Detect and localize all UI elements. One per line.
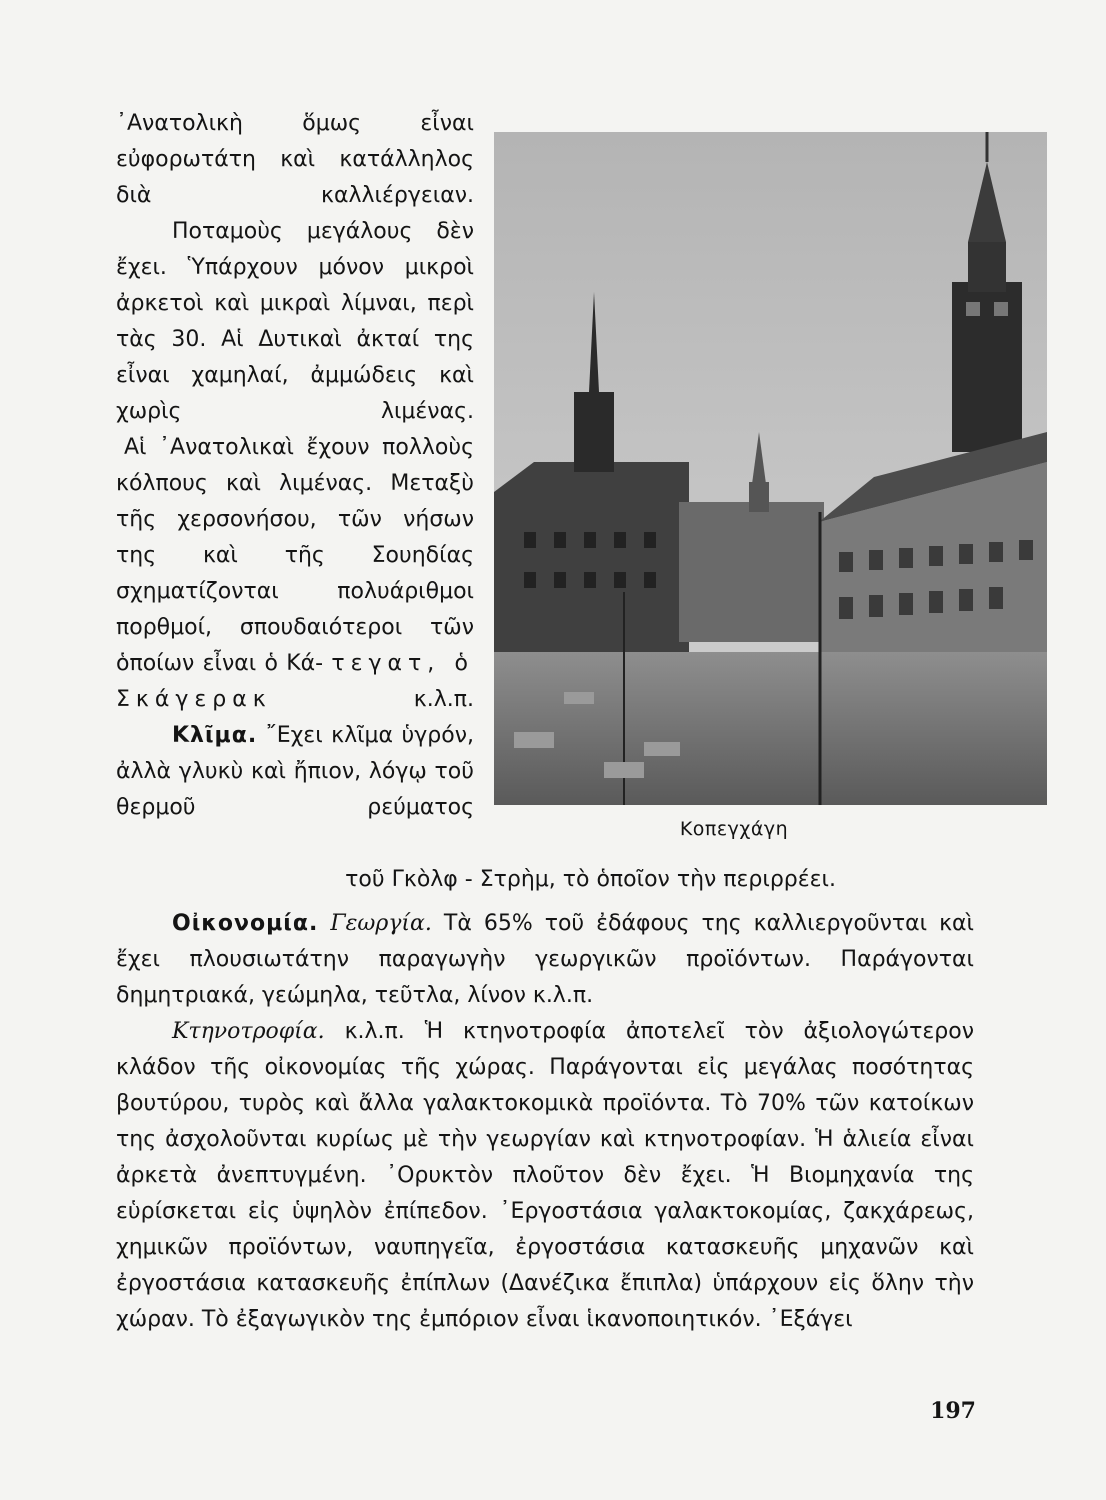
agriculture-text: Τὰ 65% τοῦ ἐδάφους της καλλιεργοῦνται καὶ ἔχει πλουσιωτάτην παραγωγὴν γεωργικῶν προϊόντων. Παράγονται δημητριακά, γεώμηλα, τεῦτλα, λίνον κ.λ.π. — [116, 911, 974, 1008]
climate-text: ῎Εχει κλῖμα ὑγρόν, ἀλλὰ γλυκὺ καὶ ἤπιον, λόγῳ τοῦ θερμοῦ ρεύματος — [116, 723, 474, 820]
paragraph-soil: ᾿Ανατολικὴ ὅμως εἶναι εὐφορωτάτη καὶ κατάλληλος διὰ καλλιέργειαν. — [116, 111, 474, 208]
economy-section — [116, 906, 974, 1338]
paragraph-rivers: Ποταμοὺς μεγάλους δὲν ἔχει. Ὑπάρχουν μόνον μικροὶ ἀρκετοὶ καὶ μικραὶ λίμναι, περὶ τὰς 30. Αἱ Δυτικαὶ ἀκταί της εἶναι χαμηλαί, ἀμμώδεις καὶ χωρὶς λιμένας. — [116, 219, 474, 424]
photo-caption: Κοπεγχάγη — [679, 818, 789, 840]
climate-heading: Κλῖμα. — [172, 723, 258, 748]
coasts-text: Αἱ ᾿Ανατολικαὶ ἔχουν πολλοὺς κόλπους καὶ λιμένας. Μεταξὺ τῆς χερσονήσου, τῶν νήσων της καὶ τῆς Σουηδίας σχηματίζονται πολυάριθμοι πορθμοί, σπουδαιότεροι τῶν ὁποίων εἶναι ὁ Κά- — [116, 435, 474, 676]
livestock-text: κ.λ.π. Ἡ κτηνοτροφία ἀποτελεῖ τὸν ἀξιολογώτερον κλάδον τῆς οἰκονομίας τῆς χώρας. Παράγονται εἰς μεγάλας ποσότητας βουτύρου, τυρὸς καὶ ἄλλα γαλακτοκομικὰ προϊόντα. Τὸ 70% τῶν κατοίκων της ἀσχολοῦνται κυρίως μὲ τὴν γεωργίαν καὶ κτηνοτροφίαν. Ἡ ἁλιεία εἶναι ἀρκετὰ ἀνεπτυγμένη. ᾿Ορυκτὸν πλοῦτον δὲν ἔχει. Ἡ Βιομηχανία της εὑρίσκεται εἰς ὑψηλὸν ἐπίπεδον. ᾿Εργοστάσια γαλακτοκομίας, ζακχάρεως, χημικῶν προϊόντων, ναυπηγεῖα, ἐργοστάσια κατασκευῆς μηχανῶν καὶ ἐργοστάσια κατασκευῆς ἐπίπλων (Δανέζικα ἔπιπλα) ὑπάρχουν εἰς ὅλην τὴν χώραν. Τὸ ἐξαγωγικὸν της ἐμπόριον εἶναι ἱκανοποιητικόν. ᾿Εξάγει — [116, 1019, 974, 1332]
agriculture-label: Γεωργία. — [330, 911, 432, 936]
paragraph-climate — [116, 718, 474, 826]
strait-names: τεγατ, ὁ Σκάγερακ — [116, 651, 474, 712]
economy-heading: Οἰκονομία. — [172, 911, 319, 936]
paragraph-agriculture — [116, 906, 974, 1014]
city-hall-square-image — [494, 132, 1047, 805]
left-text-column — [116, 106, 474, 826]
climate-continuation: τοῦ Γκὸλφ - Στρὴμ, τὸ ὁποῖον τὴν περιρρέει. — [345, 867, 836, 892]
paragraph-livestock — [116, 1014, 974, 1338]
copenhagen-photo — [494, 132, 1047, 805]
livestock-label: Κτηνοτροφία. — [172, 1019, 325, 1044]
coasts-end: κ.λ.π. — [413, 687, 474, 712]
paragraph-coasts — [116, 430, 474, 718]
page-number: 197 — [930, 1398, 976, 1424]
